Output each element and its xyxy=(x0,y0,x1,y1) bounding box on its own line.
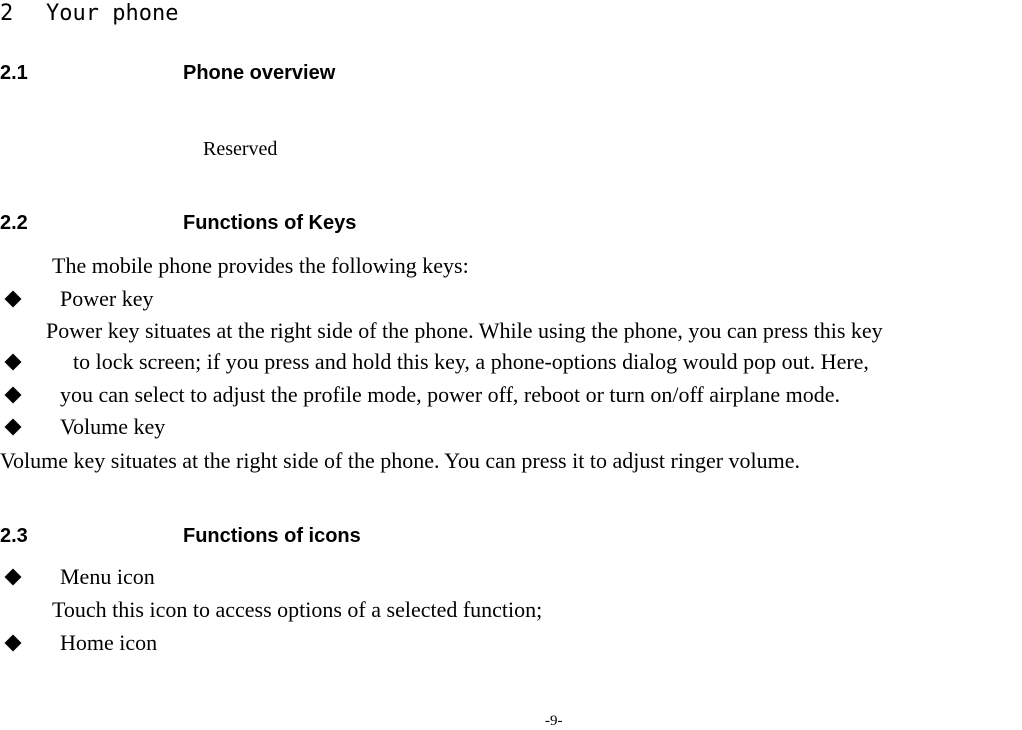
chapter-title: Your phone xyxy=(46,1,179,26)
section-heading-phone-overview xyxy=(0,60,600,86)
power-key-desc-line-2: to lock screen; if you press and hold this key, a phone-options dialog would pop out. Here, xyxy=(73,349,869,374)
volume-key-desc: Volume key situates at the right side of the phone. You can press it to adjust ringer volume. xyxy=(0,448,801,473)
diamond-bullet-icon xyxy=(5,387,22,404)
power-key-desc-line-3: you can select to adjust the profile mode, power off, reboot or turn on/off airplane mode. xyxy=(60,382,840,407)
section-number: 2.1 xyxy=(0,62,28,84)
section-number: 2.2 xyxy=(0,212,28,234)
section-title: Functions of Keys xyxy=(183,212,357,234)
reserved-note: Reserved xyxy=(203,138,278,160)
power-key-desc-line-1: Power key situates at the right side of the phone. While using the phone, you can press this key xyxy=(46,318,883,343)
diamond-bullet-icon xyxy=(5,354,22,371)
chapter-heading xyxy=(0,0,178,28)
power-key-item: Power key xyxy=(60,286,154,311)
page-number: -9- xyxy=(545,713,563,729)
volume-key-item: Volume key xyxy=(60,414,166,439)
keys-intro: The mobile phone provides the following keys: xyxy=(52,253,469,278)
home-icon-item: Home icon xyxy=(60,630,158,655)
section-heading-functions-of-icons xyxy=(0,523,600,549)
diamond-bullet-icon xyxy=(5,569,22,586)
section-title: Functions of icons xyxy=(183,525,361,547)
menu-icon-item: Menu icon xyxy=(60,564,155,589)
section-number: 2.3 xyxy=(0,525,28,547)
diamond-bullet-icon xyxy=(5,419,22,436)
diamond-bullet-icon xyxy=(5,291,22,308)
diamond-bullet-icon xyxy=(5,635,22,652)
section-heading-functions-of-keys xyxy=(0,210,600,236)
section-title: Phone overview xyxy=(183,62,336,84)
menu-icon-desc: Touch this icon to access options of a selected function; xyxy=(52,597,543,622)
chapter-number: 2 xyxy=(0,1,14,26)
